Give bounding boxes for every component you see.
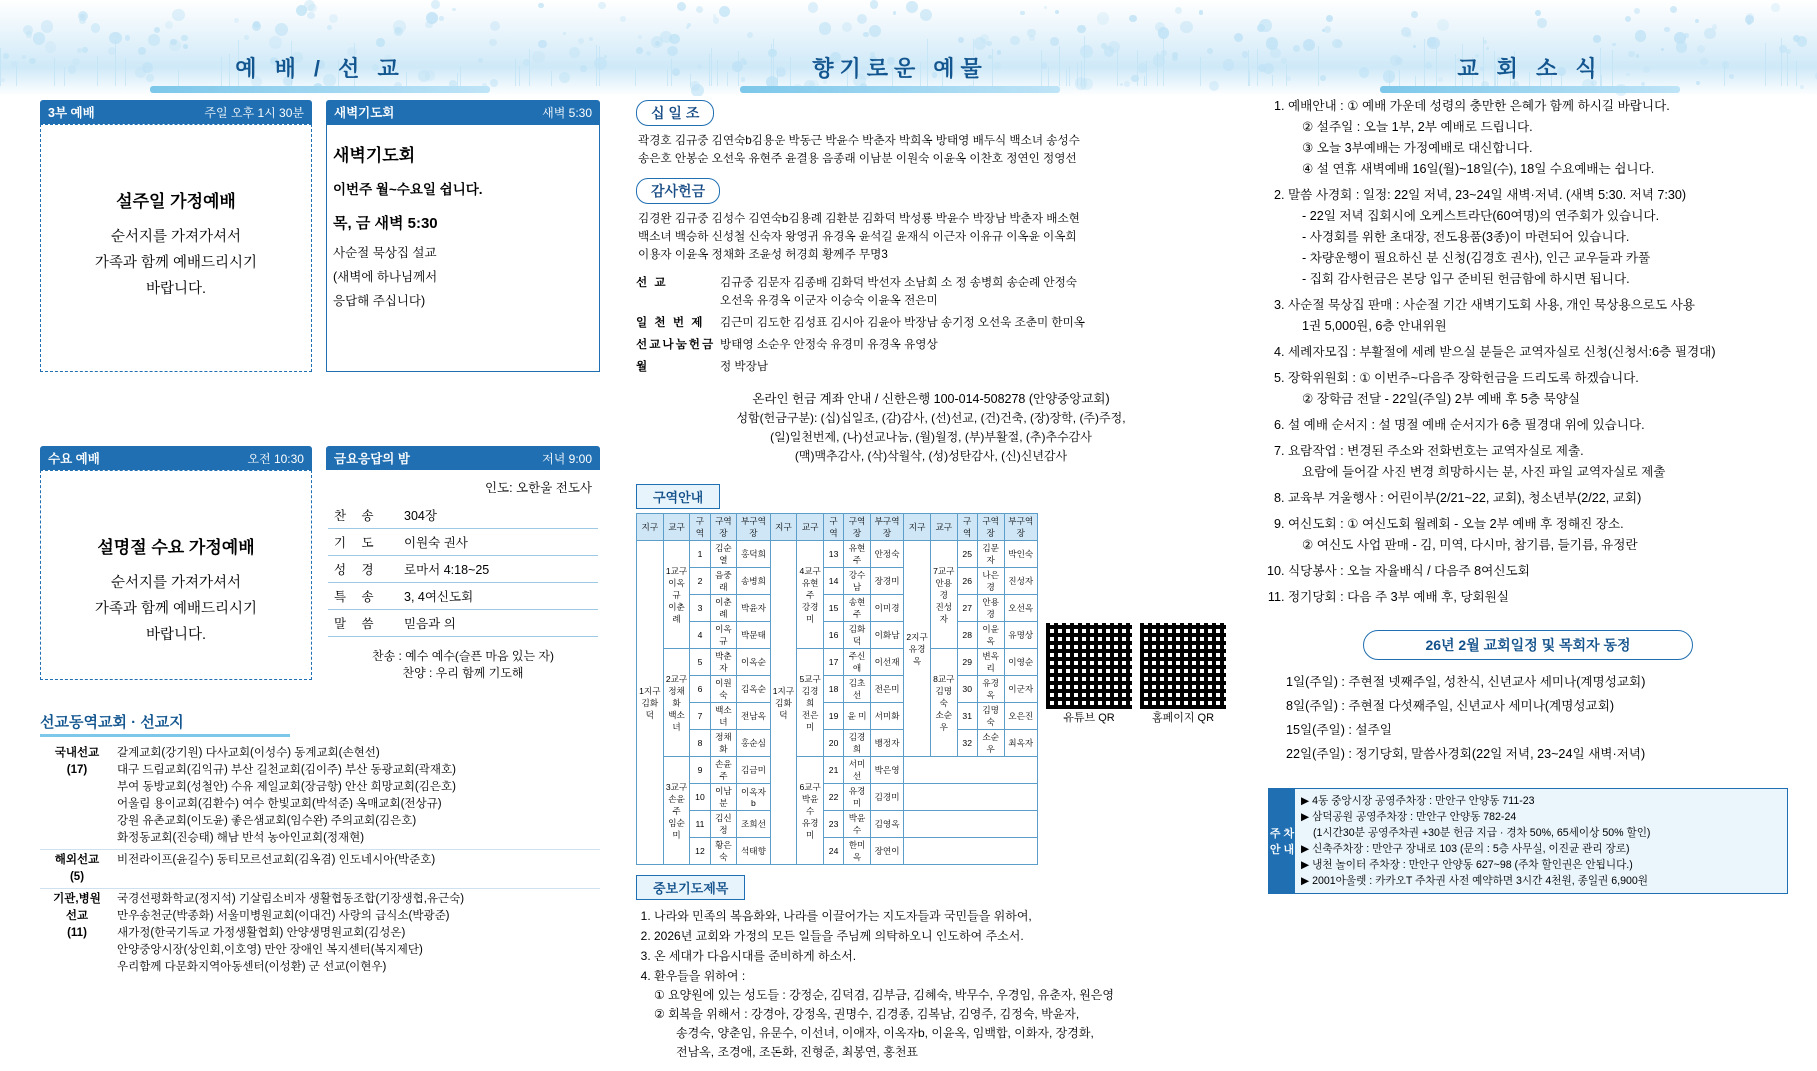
group-name: 8교구 김명숙 소순우 <box>930 649 957 757</box>
zone-leader: 윤 미 <box>844 703 871 730</box>
zone-subleader: 이선재 <box>870 649 903 676</box>
news-sub-item: - 사경회를 위한 초대장, 전도용품(3종)이 마련되어 있습니다. <box>1302 230 1630 244</box>
wednesday-header <box>40 446 312 470</box>
parking-note: (1시간30분 공영주차권 +30분 헌금 지급 · 경차 50%, 65세이상 50% 할인) <box>1313 827 1651 839</box>
prayer-sub-4: 전남옥, 조경애, 조돈화, 진형준, 최봉연, 홍천표 <box>676 1045 918 1059</box>
zone-subleader: 박윤자 <box>737 595 770 622</box>
dawn-prayer-body <box>326 124 600 372</box>
mission-title: 선교동역교회 · 선교지 <box>40 711 290 737</box>
zone-subleader: 김경미 <box>870 784 903 811</box>
offering-row <box>636 274 1226 310</box>
zone-subleader: 박인숙 <box>1004 541 1038 568</box>
table-row <box>40 850 600 889</box>
mission-category: 해외선교 (5) <box>40 850 114 889</box>
zone-subleader: 조희선 <box>737 811 770 838</box>
zone-number: 1 <box>690 541 710 568</box>
wednesday-service-block <box>40 446 312 681</box>
dawn-prayer-block <box>326 100 600 372</box>
table-row <box>637 595 1038 622</box>
district-name: 2지구 유경옥 <box>904 541 931 757</box>
zone-subleader: 장경미 <box>870 568 903 595</box>
zone-number: 7 <box>690 703 710 730</box>
wednesday-line2: 가족과 함께 예배드리시기 <box>94 601 258 617</box>
wednesday-title: 수요 예배 <box>48 452 100 466</box>
order-label: 찬 송 <box>328 502 398 529</box>
list-item: 9. 여신도회 : ① 여신도회 월례회 - 오늘 2부 예배 후 정해진 장소. ② 여신도 사업 판매 - 김, 미역, 다시마, 참기름, 들기름, 유정란 <box>1288 514 1788 556</box>
zone-leader: 나은경 <box>977 568 1004 595</box>
zone-subleader: 안정숙 <box>870 541 903 568</box>
mission-table <box>40 743 600 978</box>
mission-block <box>40 711 600 978</box>
district-col-header: 구역 <box>957 514 977 541</box>
offering-category-list <box>636 274 1226 376</box>
friday-time: 저녁 9:00 <box>542 451 592 466</box>
zone-leader: 황은숙 <box>710 838 737 865</box>
church-news-list <box>1288 96 1788 608</box>
group-name: 4교구 유현주 강경미 <box>797 541 824 649</box>
section-title-worship: 예 배 / 선 교 <box>150 52 490 93</box>
table-row <box>637 703 1038 730</box>
offering-label: 선 교 <box>636 276 668 289</box>
zone-number: 30 <box>957 676 977 703</box>
empty-cell <box>904 838 1038 865</box>
friday-body <box>326 470 600 681</box>
service-3rd-title: 3부 예배 <box>48 106 95 120</box>
calendar-row: 8일(주일) : 주현절 다섯째주일, 신년교사 세미나(계명성교회) <box>1286 699 1615 713</box>
zone-number: 8 <box>690 730 710 757</box>
zone-subleader: 오선옥 <box>1004 595 1038 622</box>
zone-subleader: 이옥자b <box>737 784 770 811</box>
district-col-header: 부구역장 <box>737 514 770 541</box>
district-col-header: 교구 <box>930 514 957 541</box>
news-sub-item: ② 여신도 사업 판매 - 김, 미역, 다시마, 참기름, 들기름, 유정란 <box>1302 538 1638 552</box>
table-row <box>328 556 598 583</box>
district-col-header: 교구 <box>797 514 824 541</box>
zone-subleader: 뱅정자 <box>870 730 903 757</box>
dawn-prayer-heading: 새벽기도회 <box>333 146 416 165</box>
zone-number: 16 <box>823 622 843 649</box>
zone-number: 23 <box>823 811 843 838</box>
order-label: 말 씀 <box>328 610 398 637</box>
zone-leader: 백소녀 <box>710 703 737 730</box>
zone-number: 32 <box>957 730 977 757</box>
calendar-row: 1일(주일) : 주현절 넷째주일, 성찬식, 신년교사 세미나(계명성교회) <box>1286 675 1646 689</box>
order-value: 믿음과 의 <box>398 610 598 637</box>
zone-subleader: 김영옥 <box>870 811 903 838</box>
offering-names: 김규중 김문자 김종배 김화덕 박선자 소남희 소 정 송병희 송순례 안정숙 오선욱 유경옥 이군자 이승숙 이윤옥 전은미 <box>720 276 1078 307</box>
zone-leader: 유경미 <box>844 784 871 811</box>
dawn-prayer-note: 이번주 월~수요일 쉽니다. <box>333 182 483 197</box>
zone-leader: 소순우 <box>977 730 1004 757</box>
friday-order-table <box>328 502 598 637</box>
wednesday-line3: 바랍니다. <box>145 627 207 643</box>
title-underline <box>740 86 1060 93</box>
list-item: 1. 나라와 민족의 복음화와, 나라를 이끌어가는 지도자들과 국민들을 위하여, <box>654 906 1226 926</box>
list-item: 1. 예배안내 : ① 예배 가운데 성령의 충만한 은혜가 함께 하시길 바랍니다. ② 설주일 : 오늘 1부, 2부 예배로 드립니다. ③ 오늘 3부예배는 가정예배로 대신합니다. ④ 설 연휴 새벽예배 16일(월)~18일(수), 18일 수요예배는 쉽니다. <box>1288 96 1788 180</box>
group-name: 3교구 손윤주 임순미 <box>663 757 690 865</box>
table-row <box>637 676 1038 703</box>
table-header-row <box>637 514 1038 541</box>
empty-cell <box>904 784 1038 811</box>
zone-subleader: 송병희 <box>737 568 770 595</box>
table-row <box>637 649 1038 676</box>
table-row <box>40 889 600 979</box>
district-col-header: 구역 <box>823 514 843 541</box>
district-col-header: 지구 <box>637 514 664 541</box>
dawn-prayer-sermon: 사순절 묵상집 설교 <box>333 246 437 260</box>
calendar-row: 22일(주일) : 정기당회, 말씀사경회(22일 저녁, 23~24일 새벽·저녁) <box>1286 747 1646 761</box>
zone-subleader: 유명상 <box>1004 622 1038 649</box>
title-underline <box>150 86 490 93</box>
list-item: 3. 사순절 묵상집 판매 : 사순절 기간 새벽기도회 사용, 개인 묵상용으로도 사용 1권 5,000원, 6층 안내위원 <box>1288 295 1788 337</box>
group-name: 2교구 정채화 백소녀 <box>663 649 690 757</box>
district-col-header: 지구 <box>904 514 931 541</box>
zone-subleader: 전은미 <box>870 676 903 703</box>
friday-leader: 인도: 오한울 전도사 <box>484 481 592 495</box>
right-column <box>1268 96 1788 894</box>
district-col-header: 구역 <box>690 514 710 541</box>
district-col-header: 교구 <box>663 514 690 541</box>
zone-number: 14 <box>823 568 843 595</box>
zone-number: 18 <box>823 676 843 703</box>
list-item: 4. 환우들을 위하여 : <box>654 966 1226 986</box>
table-row <box>637 541 1038 568</box>
friday-praise: 찬양 : 우리 함께 기도해 <box>402 666 524 680</box>
news-sub-item: 요람에 들어갈 사진 변경 희망하시는 분, 사진 파일 교역자실로 제출 <box>1302 465 1666 479</box>
zone-number: 4 <box>690 622 710 649</box>
zone-number: 17 <box>823 649 843 676</box>
mission-entries: 갈계교회(강기원) 다사교회(이성수) 동계교회(손현선) 대구 드림교회(김익규) 부산 길천교회(김이주) 부산 동광교회(곽재호) 부여 동방교회(성철안) 수유 제일교회(장금항) 안산 희망교회(김은호) 어울림 용이교회(김환수) 여수 한빛교회(박석준) 옥매교회(전상규) 강원 유촌교회(이도윤) 좋은샘교회(임수완) 주의교회(김은호) 화정동교회(진승태) 해남 반석 농아인교회(정재현) <box>117 747 456 844</box>
table-row <box>328 502 598 529</box>
tithe-names: 곽경호 김규중 김연숙b김용운 박동근 박윤수 박춘자 박희옥 방태영 배두식 백소녀 송성수 송은호 안봉순 오선욱 유현주 윤결용 음종래 이남분 이원숙 이윤옥 이찬호 정연인 정영선 <box>638 134 1080 165</box>
zone-number: 29 <box>957 649 977 676</box>
district-guide-block <box>636 484 1226 865</box>
zone-leader: 이옥규 <box>710 622 737 649</box>
zone-number: 25 <box>957 541 977 568</box>
group-name: 7교구 안용경 진성자 <box>930 541 957 649</box>
zone-number: 24 <box>823 838 843 865</box>
district-name: 1지구 김화덕 <box>770 541 797 865</box>
zone-subleader: 홍순심 <box>737 730 770 757</box>
prayer-topics-list <box>654 906 1226 986</box>
service-3rd-heading: 설주일 가정예배 <box>116 192 236 211</box>
list-item: 7. 요람작업 : 변경된 주소와 전화번호는 교역자실로 제출. 요람에 들어갈 사진 변경 희망하시는 분, 사진 파일 교역자실로 제출 <box>1288 441 1788 483</box>
mission-entries: 비전라이프(윤길수) 동티모르선교회(김옥겸) 인도네시아(박준호) <box>114 850 600 889</box>
online-codes-1: 성함(헌금구분): (십)십일조, (감)감사, (선)선교, (건)건축, (장)장학, (주)주정, <box>736 411 1126 425</box>
order-label: 특 송 <box>328 583 398 610</box>
zone-number: 19 <box>823 703 843 730</box>
service-3rd-line2: 가족과 함께 예배드리시기 <box>94 255 258 271</box>
youtube-qr-code[interactable] <box>1046 623 1132 709</box>
service-3rd-line3: 바랍니다. <box>145 281 207 297</box>
list-item: 2. 말씀 사경회 : 일정: 22일 저녁, 23~24일 새벽·저녁. (새벽 5:30. 저녁 7:30) - 22일 저녁 집회시에 오케스트라단(60여명)의 연주회가 있습니다. - 사경회를 위한 초대장, 전도용품(3종)이 마련되어 있습니다. - 차량운행이 필요하신 분 신청(김경호 권사), 인근 교우들과 카풀 - 집회 감사헌금은 본당 입구 준비된 헌금함에 하시면 됩니다. <box>1288 185 1788 290</box>
friday-service-block <box>326 446 600 681</box>
zone-leader: 김문자 <box>977 541 1004 568</box>
list-item: 6. 설 예배 순서지 : 설 명절 예배 순서지가 6층 필경대 위에 있습니다. <box>1288 415 1788 436</box>
parking-side-label: 주 차 안 내 <box>1269 789 1295 893</box>
news-sub-item: - 집회 감사헌금은 본당 입구 준비된 헌금함에 하시면 됩니다. <box>1302 272 1630 286</box>
prayer-topics-block <box>636 875 1226 1062</box>
zone-leader: 송현주 <box>844 595 871 622</box>
offering-label: 월 <box>636 360 650 373</box>
zone-number: 10 <box>690 784 710 811</box>
zone-subleader: 이옥순 <box>737 649 770 676</box>
zone-leader: 김초선 <box>844 676 871 703</box>
zone-leader: 김화덕 <box>844 622 871 649</box>
middle-column <box>636 100 1226 1062</box>
empty-cell <box>904 811 1038 838</box>
parking-row: ▶ 냉천 놀이터 주차장 : 만안구 안양동 627~98 (주차 할인권은 안됩니다.) <box>1301 859 1633 871</box>
zone-number: 6 <box>690 676 710 703</box>
zone-subleader: 홍덕희 <box>737 541 770 568</box>
prayer-sub-1: ① 요양원에 있는 성도들 : 강정순, 김덕겸, 김부금, 김혜숙, 박무수, 우경임, 유춘자, 원은영 <box>654 988 1114 1002</box>
zone-subleader: 전남옥 <box>737 703 770 730</box>
zone-leader: 김명숙 <box>977 703 1004 730</box>
list-item: 5. 장학위원회 : ① 이번주~다음주 장학헌금을 드리도록 하겠습니다. ② 장학금 전달 - 22일(주일) 2부 예배 후 5층 묵양실 <box>1288 368 1788 410</box>
zone-leader: 손윤주 <box>710 757 737 784</box>
parking-row: ▶ 2001아울렛 : 카카오T 주차권 사전 예약하면 3시간 4천원, 종일권 6,900원 <box>1301 875 1648 887</box>
district-col-header: 구역장 <box>844 514 871 541</box>
service-3rd-block <box>40 100 312 372</box>
news-sub-item: - 22일 저녁 집회시에 오케스트라단(60여명)의 연주회가 있습니다. <box>1302 209 1660 223</box>
table-row <box>328 610 598 637</box>
order-value: 304장 <box>398 502 598 529</box>
wednesday-notice <box>40 470 312 680</box>
group-name: 6교구 박윤수 유경미 <box>797 757 824 865</box>
news-sub-item: - 차량운행이 필요하신 분 신청(김경호 권사), 인근 교우들과 카풀 <box>1302 251 1651 265</box>
order-label: 성 경 <box>328 556 398 583</box>
zone-subleader: 장연이 <box>870 838 903 865</box>
zone-subleader: 오은진 <box>1004 703 1038 730</box>
zone-subleader: 이영순 <box>1004 649 1038 676</box>
zone-leader: 안용경 <box>977 595 1004 622</box>
friday-header <box>326 446 600 470</box>
order-value: 로마서 4:18~25 <box>398 556 598 583</box>
friday-hymn: 찬송 : 예수 예수(슬픈 마음 있는 자) <box>371 649 555 663</box>
zone-number: 27 <box>957 595 977 622</box>
zone-subleader: 서미화 <box>870 703 903 730</box>
wednesday-time: 오전 10:30 <box>247 451 304 466</box>
calendar-title: 26년 2월 교회일정 및 목회자 동정 <box>1363 630 1693 660</box>
list-item: 3. 온 세대가 다음시대를 준비하게 하소서. <box>654 946 1226 966</box>
list-item: 10. 식당봉사 : 오늘 자율배식 / 다음주 8여신도회 <box>1288 561 1788 582</box>
parking-row: ▶ 신축주차장 : 만안구 장내로 103 (문의 : 5층 사무실, 이진균 관리 장로) <box>1301 843 1630 855</box>
zone-subleader: 이군자 <box>1004 676 1038 703</box>
mission-entries: 국경선평화학교(정지석) 기살림소비자 생활협동조합(기장생협,유근숙) 만우송천군(박종화) 서울미병원교회(이대건) 사랑의 급식소(박광준) 새가정(한국기독교 가정생활협회) 안양생명원교회(김성온) 안양중앙시장(상인회,이호영) 만안 장애인 복지센터(복지제단) 우리함께 다문화지역아동센터(이성환) 군 선교(이현우) <box>114 889 600 979</box>
dawn-prayer-schedule: 목, 금 새벽 5:30 <box>333 215 438 232</box>
zone-leader: 이춘례 <box>710 595 737 622</box>
district-col-header: 지구 <box>770 514 797 541</box>
zone-leader: 이남분 <box>710 784 737 811</box>
district-col-header: 구역장 <box>977 514 1004 541</box>
offering-names: 방태영 소순우 안정숙 유경미 유경옥 유영상 <box>720 338 938 351</box>
order-value: 이원숙 권사 <box>398 529 598 556</box>
district-col-header: 구역장 <box>710 514 737 541</box>
zone-number: 12 <box>690 838 710 865</box>
zone-number: 3 <box>690 595 710 622</box>
dawn-prayer-header <box>326 100 600 124</box>
section-title-news: 교 회 소 식 <box>1380 52 1680 93</box>
zone-subleader: 김옥순 <box>737 676 770 703</box>
zone-leader: 유경옥 <box>977 676 1004 703</box>
zone-subleader: 박은영 <box>870 757 903 784</box>
table-row <box>637 784 1038 811</box>
zone-leader: 이윤옥 <box>977 622 1004 649</box>
title-underline <box>1380 86 1680 93</box>
zone-subleader: 진성자 <box>1004 568 1038 595</box>
friday-title: 금요응답의 밤 <box>334 452 410 466</box>
tithe-tag: 십 일 조 <box>636 100 714 126</box>
news-sub-item: ④ 설 연휴 새벽예배 16일(월)~18일(수), 18일 수요예배는 쉽니다. <box>1302 162 1655 176</box>
district-col-header: 부구역장 <box>870 514 903 541</box>
service-3rd-line1: 순서지를 가져가셔서 <box>110 229 242 245</box>
table-row <box>637 757 1038 784</box>
zone-number: 22 <box>823 784 843 811</box>
dawn-prayer-title: 새벽기도회 <box>334 106 395 120</box>
online-account: 온라인 헌금 계좌 안내 / 신한은행 100-014-508278 (안양중앙교회) <box>752 392 1110 406</box>
mission-category: 국내선교 (17) <box>54 747 100 776</box>
service-3rd-notice <box>40 124 312 372</box>
online-codes-3: (맥)맥추감사, (삭)삭월삭, (성)성탄감사, (신)신년감사 <box>794 449 1068 463</box>
list-item: 4. 세례자모집 : 부활절에 세례 받으실 분들은 교역자실로 신청(신청서:6층 필경대) <box>1288 342 1788 363</box>
zone-number: 11 <box>690 811 710 838</box>
zone-leader: 강수남 <box>844 568 871 595</box>
parking-row: ▶ 4동 중앙시장 공영주차장 : 만안구 안양동 711-23 <box>1301 795 1535 807</box>
zone-subleader: 이미경 <box>870 595 903 622</box>
table-row <box>637 730 1038 757</box>
zone-leader: 김순열 <box>710 541 737 568</box>
zone-subleader: 석태향 <box>737 838 770 865</box>
list-item: 2. 2026년 교회와 가정의 모든 일들을 주님께 의탁하오니 인도하여 주소서. <box>654 926 1226 946</box>
dawn-prayer-line3: 응답해 주십니다) <box>333 294 426 308</box>
list-item: 8. 교육부 겨울행사 : 어린이부(2/21~22, 교회), 청소년부(2/22, 교회) <box>1288 488 1788 509</box>
zone-leader: 주신애 <box>844 649 871 676</box>
youtube-qr-label: 유튜브 QR <box>1063 712 1115 724</box>
table-row <box>637 838 1038 865</box>
prayer-sub-3: 송경숙, 양춘임, 유문수, 이선녀, 이애자, 이옥자b, 이윤옥, 임백합, 이화자, 장경화, <box>676 1026 1094 1040</box>
zone-leader: 유현주 <box>844 541 871 568</box>
thanks-offering-tag: 감사헌금 <box>636 178 720 204</box>
zone-number: 13 <box>823 541 843 568</box>
news-sub-item: ② 장학금 전달 - 22일(주일) 2부 예배 후 5층 묵양실 <box>1302 392 1581 406</box>
prayer-sub-2: ② 회복을 위해서 : 강경아, 강정옥, 권명수, 김경종, 김복남, 김영주, 김정숙, 박윤자, <box>654 1007 1080 1021</box>
offering-names: 김근미 김도한 김성표 김시아 김윤아 박장남 송기정 오선욱 조춘미 한미옥 <box>720 316 1085 329</box>
dawn-prayer-line2: (새벽에 하나님께서 <box>333 270 438 284</box>
zone-number: 9 <box>690 757 710 784</box>
news-sub-item: ③ 오늘 3부예배는 가정예배로 대신합니다. <box>1302 141 1533 155</box>
offering-label: 선교나눔헌금 <box>636 338 716 351</box>
table-row <box>328 583 598 610</box>
table-row <box>637 568 1038 595</box>
homepage-qr-code[interactable] <box>1140 623 1226 709</box>
zone-number: 28 <box>957 622 977 649</box>
zone-leader: 김신정 <box>710 811 737 838</box>
zone-subleader: 박문태 <box>737 622 770 649</box>
parking-info-list <box>1295 789 1787 893</box>
homepage-qr-label: 홈페이지 QR <box>1151 712 1215 724</box>
online-offering-info <box>636 390 1226 466</box>
zone-number: 21 <box>823 757 843 784</box>
empty-cell <box>904 757 1038 784</box>
news-sub-item: ② 설주일 : 오늘 1부, 2부 예배로 드립니다. <box>1302 120 1533 134</box>
offering-row <box>636 358 1226 376</box>
district-table <box>636 513 1038 865</box>
parking-row: ▶ 삼덕공원 공영주차장 : 만안구 안양동 782-24 <box>1301 811 1517 823</box>
wednesday-heading: 설명절 수요 가정예배 <box>97 538 255 557</box>
table-row <box>637 811 1038 838</box>
offering-label: 일 천 번 제 <box>636 316 705 329</box>
offering-row <box>636 314 1226 332</box>
group-name: 1교구 이옥규 이춘례 <box>663 541 690 649</box>
table-row <box>40 743 600 850</box>
offering-names: 정 박장남 <box>720 360 769 373</box>
zone-leader: 한미옥 <box>844 838 871 865</box>
left-column <box>40 100 600 978</box>
zone-leader: 음중래 <box>710 568 737 595</box>
service-3rd-time: 주일 오후 1시 30분 <box>204 105 304 120</box>
zone-leader: 박춘자 <box>710 649 737 676</box>
district-col-header: 부구역장 <box>1004 514 1038 541</box>
qr-area <box>1046 623 1226 725</box>
zone-number: 2 <box>690 568 710 595</box>
list-item: 11. 정기당회 : 다음 주 3부 예배 후, 당회원실 <box>1288 587 1788 608</box>
zone-subleader: 최옥자 <box>1004 730 1038 757</box>
zone-leader: 박윤수 <box>844 811 871 838</box>
zone-number: 5 <box>690 649 710 676</box>
order-value: 3, 4여신도회 <box>398 583 598 610</box>
zone-subleader: 김금미 <box>737 757 770 784</box>
online-codes-2: (일)일천번제, (나)선교나눔, (월)월정, (부)부활절, (추)추수감사 <box>770 430 1092 444</box>
zone-number: 15 <box>823 595 843 622</box>
service-3rd-header <box>40 100 312 124</box>
calendar-list <box>1268 670 1788 766</box>
wednesday-line1: 순서지를 가져가셔서 <box>110 575 242 591</box>
prayer-topics-title: 중보기도제목 <box>636 875 745 900</box>
parking-block <box>1268 788 1788 894</box>
calendar-row: 15일(주일) : 설주일 <box>1286 723 1392 737</box>
zone-number: 26 <box>957 568 977 595</box>
order-label: 기 도 <box>328 529 398 556</box>
zone-leader: 이원숙 <box>710 676 737 703</box>
group-name: 5교구 김경희 전은미 <box>797 649 824 757</box>
table-row <box>328 529 598 556</box>
dawn-prayer-time: 새벽 5:30 <box>542 105 592 120</box>
zone-number: 20 <box>823 730 843 757</box>
thanks-offering-names: 김경완 김규중 김성수 김연숙b김용례 김환분 김화덕 박성룡 박윤수 박장남 박춘자 배소현 백소녀 백승하 신성철 신숙자 왕영귀 유경옥 윤석길 윤재식 이근자 이유규 이옥윤 이옥희 이용자 이윤옥 정채화 조윤성 허경희 황께주 무명3 <box>638 212 1080 261</box>
table-row <box>637 622 1038 649</box>
district-guide-title: 구역안내 <box>636 484 720 509</box>
zone-number: 31 <box>957 703 977 730</box>
calendar-block <box>1268 630 1788 766</box>
zone-leader: 정채화 <box>710 730 737 757</box>
zone-leader: 김경희 <box>844 730 871 757</box>
zone-subleader: 이화남 <box>870 622 903 649</box>
news-sub-item: 1권 5,000원, 6층 안내위원 <box>1302 319 1447 333</box>
section-title-offering: 향기로운 예물 <box>740 52 1060 93</box>
district-name: 1지구 김화덕 <box>637 541 664 865</box>
mission-category: 기관,병원 선교 (11) <box>40 889 114 979</box>
zone-leader: 서미선 <box>844 757 871 784</box>
zone-leader: 변옥리 <box>977 649 1004 676</box>
offering-row <box>636 336 1226 354</box>
